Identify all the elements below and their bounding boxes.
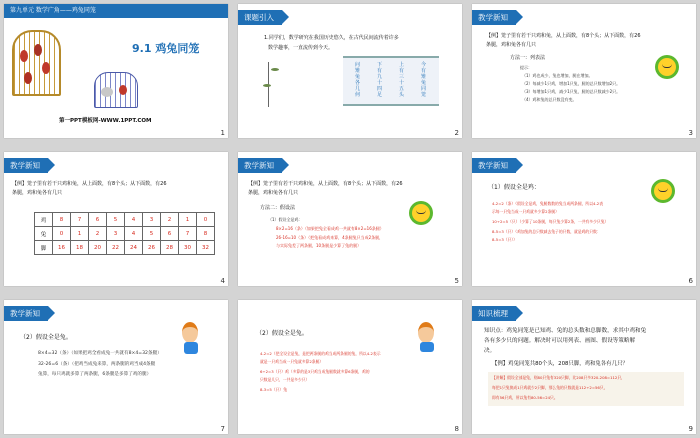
slide-thumbnail-3[interactable] [472,4,696,138]
solution-step: 8-3=5（只）兔 [260,387,287,392]
slide-number: 7 [220,425,225,433]
slide-thumbnail-6[interactable] [472,152,696,286]
table-cell: 2 [161,213,179,227]
table-cell: 4 [125,227,143,241]
knowledge-point-line-3: 决。 [484,348,496,354]
solution-step: 10÷2=5（只）（少算了10条腿，每只兔少算2条，一共有多少只兔） [492,219,609,224]
table-cell: 兔 [35,227,53,241]
section-header: 知识梳理 [472,306,516,321]
method-title: 方法二：假设法 [260,205,296,211]
boy-body-icon [420,342,434,352]
explanation-box [488,372,684,406]
bamboo-image [268,62,283,107]
table-cell: 30 [179,241,197,255]
table-cell: 3 [143,213,161,227]
slide-number: 6 [688,277,693,285]
smiley-sun-icon [654,182,672,200]
section-header: 教学新知 [4,158,48,173]
scroll-line: 上有三十五头 [399,62,405,98]
hint-item: （3）每增加1只鸡，减少1只兔，腿的总只数减少2只。 [522,89,621,94]
solution-step: 8×4=32（条）（如果把鸡全看成兔一共就有8×4=32条腿） [38,351,162,356]
table-cell: 7 [71,213,89,227]
boy-body-icon [184,342,198,354]
hint-title: 提示： [520,65,532,70]
cage-image-right [94,72,138,108]
section-header: 教学新知 [472,158,516,173]
table-cell: 5 [107,213,125,227]
table-cell: 1 [179,213,197,227]
table-cell: 26 [143,241,161,255]
table-row-rabbit [35,227,215,241]
knowledge-point-line-1: 知识点：鸡兔同笼是已知鸡、兔的总头数和总脚数，求其中鸡和兔 [484,328,647,334]
table-cell: 24 [125,241,143,255]
table-cell: 3 [107,227,125,241]
solution-step: 32-26=6（条）（把鸡当成兔来算，两条腿的鸡当成4条腿 [38,362,156,367]
table-cell: 20 [89,241,107,255]
example-line-1: 【例】笼子里有若干只鸡和兔，从上面数，有8个头；从下面数，有26 [12,181,167,187]
table-row-chicken [35,213,215,227]
slide-thumbnail-5[interactable] [238,152,462,286]
slide-title: 9.1 鸡兔同笼 [132,42,200,55]
hint-item: （1）鸡也成少，兔也增加，腿在增加。 [522,73,593,78]
slide-number: 9 [688,425,693,433]
slide-thumbnail-8[interactable] [238,300,462,434]
slide-thumbnail-2[interactable] [238,4,462,138]
table-cell: 6 [161,227,179,241]
slide-thumbnail-4[interactable] [4,152,228,286]
slide-number: 4 [220,277,225,285]
table-cell: 32 [197,241,215,255]
smiley-sun-icon [658,58,676,76]
solution-step: 与实际兔差了两条腿，10条腿是少算了兔的腿） [276,243,362,248]
table-cell: 22 [107,241,125,255]
example-line-1: 【例】笼子里有若干只鸡和兔，从上面数，有8个头；从下面数，有26 [248,181,403,187]
section-header: 课题引入 [238,10,282,25]
solution-step: 4-2=2（把全设全是兔，是把两条腿的鸡当成两条腿的兔，所以4-2表示 [260,351,381,356]
table-cell: 2 [89,227,107,241]
slide-thumbnail-9[interactable] [472,300,696,434]
section-header: 教学新知 [4,306,48,321]
table-cell: 鸡 [35,213,53,227]
boy-thinking-icon [182,322,198,343]
assumption-title: （1）假设全是鸡： [488,184,540,191]
slide-number: 1 [220,129,225,137]
scroll-line: 今有雉兔同笼 [421,62,427,98]
smiley-sun-icon [412,204,430,222]
slide-number: 8 [454,425,459,433]
solution-step: 只数是几只，一共是多少只） [260,377,310,382]
table-cell: 7 [179,227,197,241]
ancient-scroll [343,56,439,106]
table-cell: 28 [161,241,179,255]
table-cell: 脚 [35,241,53,255]
example-line-2: 条腿，鸡和兔各有几只 [12,190,63,196]
unit-title: 第九单元 数学广角——鸡兔同笼 [10,7,96,14]
explanation-line: 每把1只兔换成1只鸡就少2只脚，那么兔的只数就是112÷2=56只， [492,385,608,390]
slide-number: 3 [688,129,693,137]
table-cell: 8 [53,213,71,227]
scroll-line: 下有九十四足 [377,62,383,98]
example-line-2: 条腿，鸡和兔各有几只 [486,42,537,48]
solution-step: 8-5=3（只）（鸡加兔的总只数减去兔子的只数，就是鸡的只数： [492,229,601,234]
section-header: 教学新知 [238,158,282,173]
slide-thumbnail-7[interactable] [4,300,228,434]
assumption-title: （1）假设全是鸡： [268,217,303,222]
scroll-line: 问雉兔各几何 [355,62,361,98]
solution-step: 6÷2=3（只）鸡（多算的是3只鸡当成兔腿数就多算6条腿，鸡的 [260,369,370,374]
table-cell: 18 [71,241,89,255]
slide-number: 5 [454,277,459,285]
intro-line-2: 数学趣事，一直流传到今天。 [268,45,334,51]
table-cell: 16 [53,241,71,255]
slide-number: 2 [454,129,459,137]
table-cell: 5 [143,227,161,241]
intro-line-1: 1.同学们，数学研究在我国历史悠久，在古代民间流传着许多 [264,35,399,41]
cage-image-left [12,30,61,96]
table-cell: 4 [125,213,143,227]
example-question: 【例】鸡兔同笼共80个头，208只脚，鸡和兔各有几只？ [492,361,628,367]
table-cell: 0 [53,227,71,241]
solution-step: 4-2=2（条）（假设全是鸡，兔腿数数的兔当成两条腿，所以4-2表 [492,201,604,206]
table-row-legs [35,241,215,255]
solution-step: 8-5=3（只）） [492,237,518,242]
section-header: 教学新知 [472,10,516,25]
table-cell: 8 [197,227,215,241]
solution-step: 兔算，每只鸡就多算了两条腿，6条腿是多算了鸡的腿） [38,372,152,377]
table-cell: 0 [197,213,215,227]
assumption-title: （2）假设全是兔。 [20,334,72,341]
table-cell: 6 [89,213,107,227]
table-cell: 1 [71,227,89,241]
solution-step: 就是一只鸡当成一只兔就多算2条腿） [260,359,324,364]
method-title: 方法一：列表法 [510,55,546,61]
hint-item: （4）鸡和兔的总只数没有变。 [522,97,577,102]
template-credit: 第一PPT模板网-WWW.1PPT.COM [59,118,152,124]
hint-item: （2）每减少1只鸡，增加1只兔，腿的总只数增加2只。 [522,81,621,86]
example-line-2: 条腿，鸡和兔各有几只 [248,190,299,196]
solution-step: 示每一只兔当成一只鸡就多少算2条腿） [492,209,559,214]
explanation-line: 【讲解】假设全部是兔，则80只兔有320只脚，比208只多320-208=112只， [492,375,625,380]
solution-step: 26-16=10（条）（把兔看成鸡来算，4条腿兔只当成2条腿， [276,235,384,240]
assumption-title: （2）假设全是兔。 [256,330,308,337]
knowledge-point-line-2: 各有多少只的问题。解决时可以用列表、画图、假设等策略解 [484,338,636,344]
slide-thumbnail-1[interactable] [4,4,228,138]
solution-step: 8×2=16（条）（如果把兔全看成鸡一共就有8×2=16条腿） [276,226,384,231]
example-line-1: 【例】笼子里有若干只鸡和兔，从上面数，有8个头；从下面数，有26 [486,33,641,39]
explanation-line: 即有56只鸡，所以兔有80-56=24只。 [492,395,558,400]
boy-thinking-icon [418,322,434,343]
enumeration-table [34,212,215,255]
